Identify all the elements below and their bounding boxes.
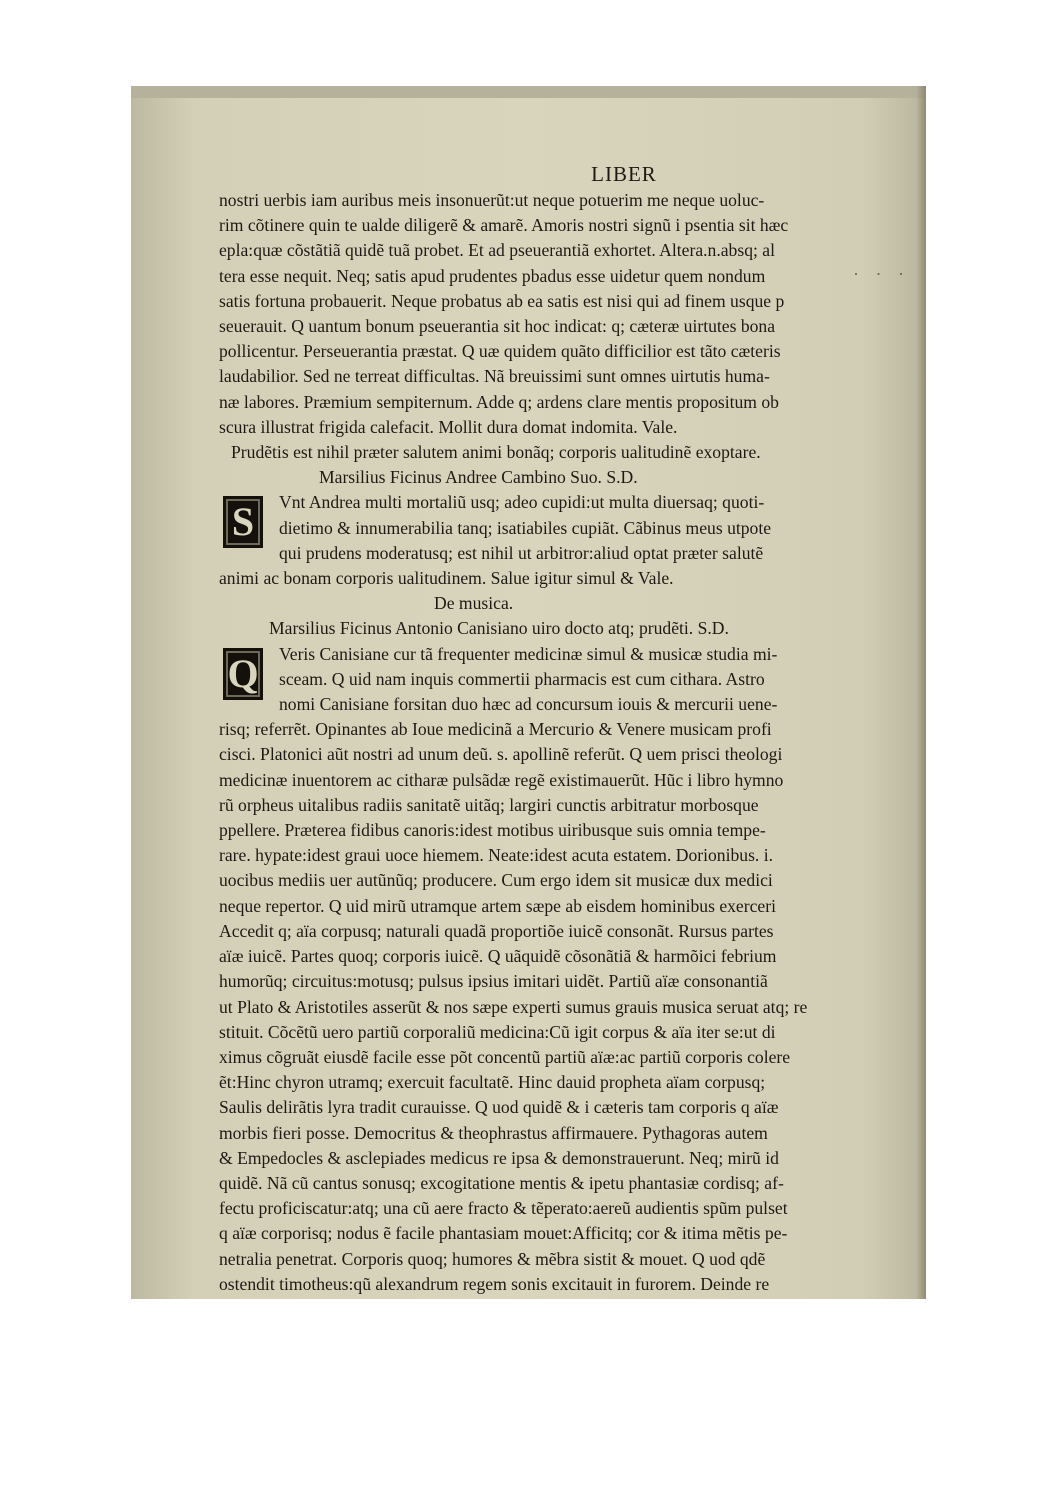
text-line: stituit. Cõcẽtũ uero partiũ corporaliũ medicina:Cũ igit corpus & aïa iter se:ut di — [219, 1021, 776, 1042]
text-line: Accedit q; aïa corpusq; naturali quadã proportiõe iuicẽ consonãt. Rursus partes — [219, 920, 774, 941]
text-line: q aïæ corporisq; nodus ẽ facile phantasiam mouet:Afficitq; cor & itima mẽtis pe- — [219, 1223, 788, 1244]
running-head: LIBER — [591, 162, 657, 186]
text-line: nostri uerbis iam auribus meis insonuerũt:ut neque potuerim me neque uoluc- — [219, 190, 765, 210]
scan-top-band — [131, 86, 926, 98]
section-title: De musica. — [434, 593, 514, 614]
text-line: qui prudens moderatusq; est nihil ut arbitror:aliud optat præter salutẽ — [279, 542, 764, 563]
text-line: dietimo & innumerabilia tanq; isatiabiles cupiãt. Cãbinus meus utpote — [279, 517, 772, 538]
letter-3 — [219, 642, 909, 1297]
text-line: epla:quæ cõstãtiã quidẽ tuã probet. Et ad pseuerantiã exhortet. Altera.n.absq; al — [219, 240, 775, 261]
text-line: cisci. Platonici aũt nostri ad unum deũ. s. apollinẽ referũt. Q uem prisci theologi — [219, 744, 783, 765]
letter-2 — [219, 490, 909, 591]
text-line: aïæ iuicẽ. Partes quoq; corporis iuicẽ. Q uãquidẽ cõsonãtiã & harmõici febrium — [219, 946, 777, 967]
letter-1 — [219, 188, 909, 440]
text-line: fectu proficiscatur:atq; una cũ aere fracto & tẽperato:aereũ audientis spũm pulset — [219, 1198, 788, 1219]
text-line: tera esse nequit. Neq; satis apud prudentes pbadus esse uidetur quem nondum — [219, 265, 766, 286]
text-line: ostendit timotheus:qũ alexandrum regem sonis excitauit in furorem. Deinde re — [219, 1273, 770, 1294]
text-line: & Empedocles & asclepiades medicus re ipsa & demonstrauerunt. Neq; mirũ id — [219, 1147, 779, 1168]
text-block — [219, 162, 909, 1297]
scanned-page — [131, 86, 926, 1299]
text-line: satis fortuna probauerit. Neque probatus ab ea satis est nisi qui ad finem usque p — [219, 290, 785, 311]
text-line: risq; referrẽt. Opinantes ab Ioue medicinã a Mercurio & Venere musicam profi — [219, 719, 772, 740]
text-line: næ labores. Præmium sempiternum. Adde q; ardens clare mentis propositum ob — [219, 391, 779, 412]
text-line: uocibus mediis uer autũnũq; producere. Cum ergo idem sit musicæ dux medici — [219, 870, 773, 891]
decorated-initial-s: S — [223, 496, 263, 548]
margin-marks: · · · — [853, 264, 910, 284]
letter-heading: Marsilius Ficinus Antonio Canisiano uiro docto atq; prudẽti. S.D. — [269, 618, 729, 639]
text-line: pollicentur. Perseuerantia præstat. Q uæ quidem quãto difficilior est tãto cæteris — [219, 341, 781, 362]
scan-gutter-shadow — [916, 86, 926, 1299]
text-line: ut Plato & Aristotiles asserũt & nos sæpe experti sumus grauis musica seruat atq; re — [219, 996, 808, 1017]
text-line: rim cõtinere quin te ualde diligerẽ & amarẽ. Amoris nostri signũ i psentia sit hæc — [219, 215, 789, 236]
letter-heading: Marsilius Ficinus Andree Cambino Suo. S.D. — [319, 467, 638, 488]
text-line: nomi Canisiane forsitan duo hæc ad concursum iouis & mercurii uene- — [279, 694, 778, 715]
text-line: ppellere. Præterea fidibus canoris:idest motibus uiribusque suis omnia tempe- — [219, 820, 766, 841]
text-line: humorũq; circuitus:motusq; pulsus ipsius imitari uidẽt. Partiũ aïæ consonantiã — [219, 971, 768, 992]
decorated-initial-q: Q — [223, 648, 263, 700]
text-line: seuerauit. Q uantum bonum pseuerantia sit hoc indicat: q; cæteræ uirtutes bona — [219, 316, 776, 337]
text-line: sceam. Q uid nam inquis commertii pharmacis est cum cithara. Astro — [279, 668, 765, 689]
text-line: ẽt:Hinc chyron utramq; exercuit facultatẽ. Hinc dauid propheta aïam corpusq; — [219, 1072, 766, 1093]
text-line: morbis fieri posse. Democritus & theophrastus affirmauere. Pythagoras autem — [219, 1122, 768, 1143]
text-line: laudabilior. Sed ne terreat difficultas. Nã breuissimi sunt omnes uirtutis huma- — [219, 366, 770, 387]
text-line: netralia penetrat. Corporis quoq; humores & mẽbra sistit & mouet. Q uod qdẽ — [219, 1248, 766, 1269]
text-line: neque repertor. Q uid mirũ utramque artem sæpe ab eisdem hominibus exerceri — [219, 895, 776, 916]
text-line: Vnt Andrea multi mortaliũ usq; adeo cupidi:ut multa diuersaq; quoti- — [279, 492, 765, 513]
text-line: medicinæ inuentorem ac citharæ pulsãdæ regẽ existimauerũt. Hũc i libro hymno — [219, 769, 784, 790]
text-line: rare. hypate:idest graui uoce hiemem. Neate:idest acuta estatem. Dorionibus. i. — [219, 845, 774, 866]
text-line: Veris Canisiane cur tã frequenter medicinæ simul & musicæ studia mi- — [279, 643, 778, 664]
text-line: quidẽ. Nã cũ cantus sonusq; excogitatione mentis & ipetu phantasiæ cordisq; af- — [219, 1172, 784, 1193]
text-line: ximus cõgruãt eiusdẽ facile esse põt concentũ partiũ aïæ:ac partiũ corporis colere — [219, 1046, 791, 1067]
maxim-line: Prudẽtis est nihil præter salutem animi bonãq; corporis ualitudinẽ exoptare. — [231, 442, 761, 463]
text-line: rũ orpheus uitalibus radiis sanitatẽ uitãq; largiri cunctis arbitratur morbosque — [219, 794, 759, 815]
text-line: animi ac bonam corporis ualitudinem. Salue igitur simul & Vale. — [219, 568, 674, 589]
text-line: Saulis delirãtis lyra tradit curauisse. Q uod quidẽ & i cæteris tam corporis q aïæ — [219, 1097, 779, 1118]
text-line: scura illustrat frigida calefacit. Mollit dura domat indomita. Vale. — [219, 416, 678, 437]
